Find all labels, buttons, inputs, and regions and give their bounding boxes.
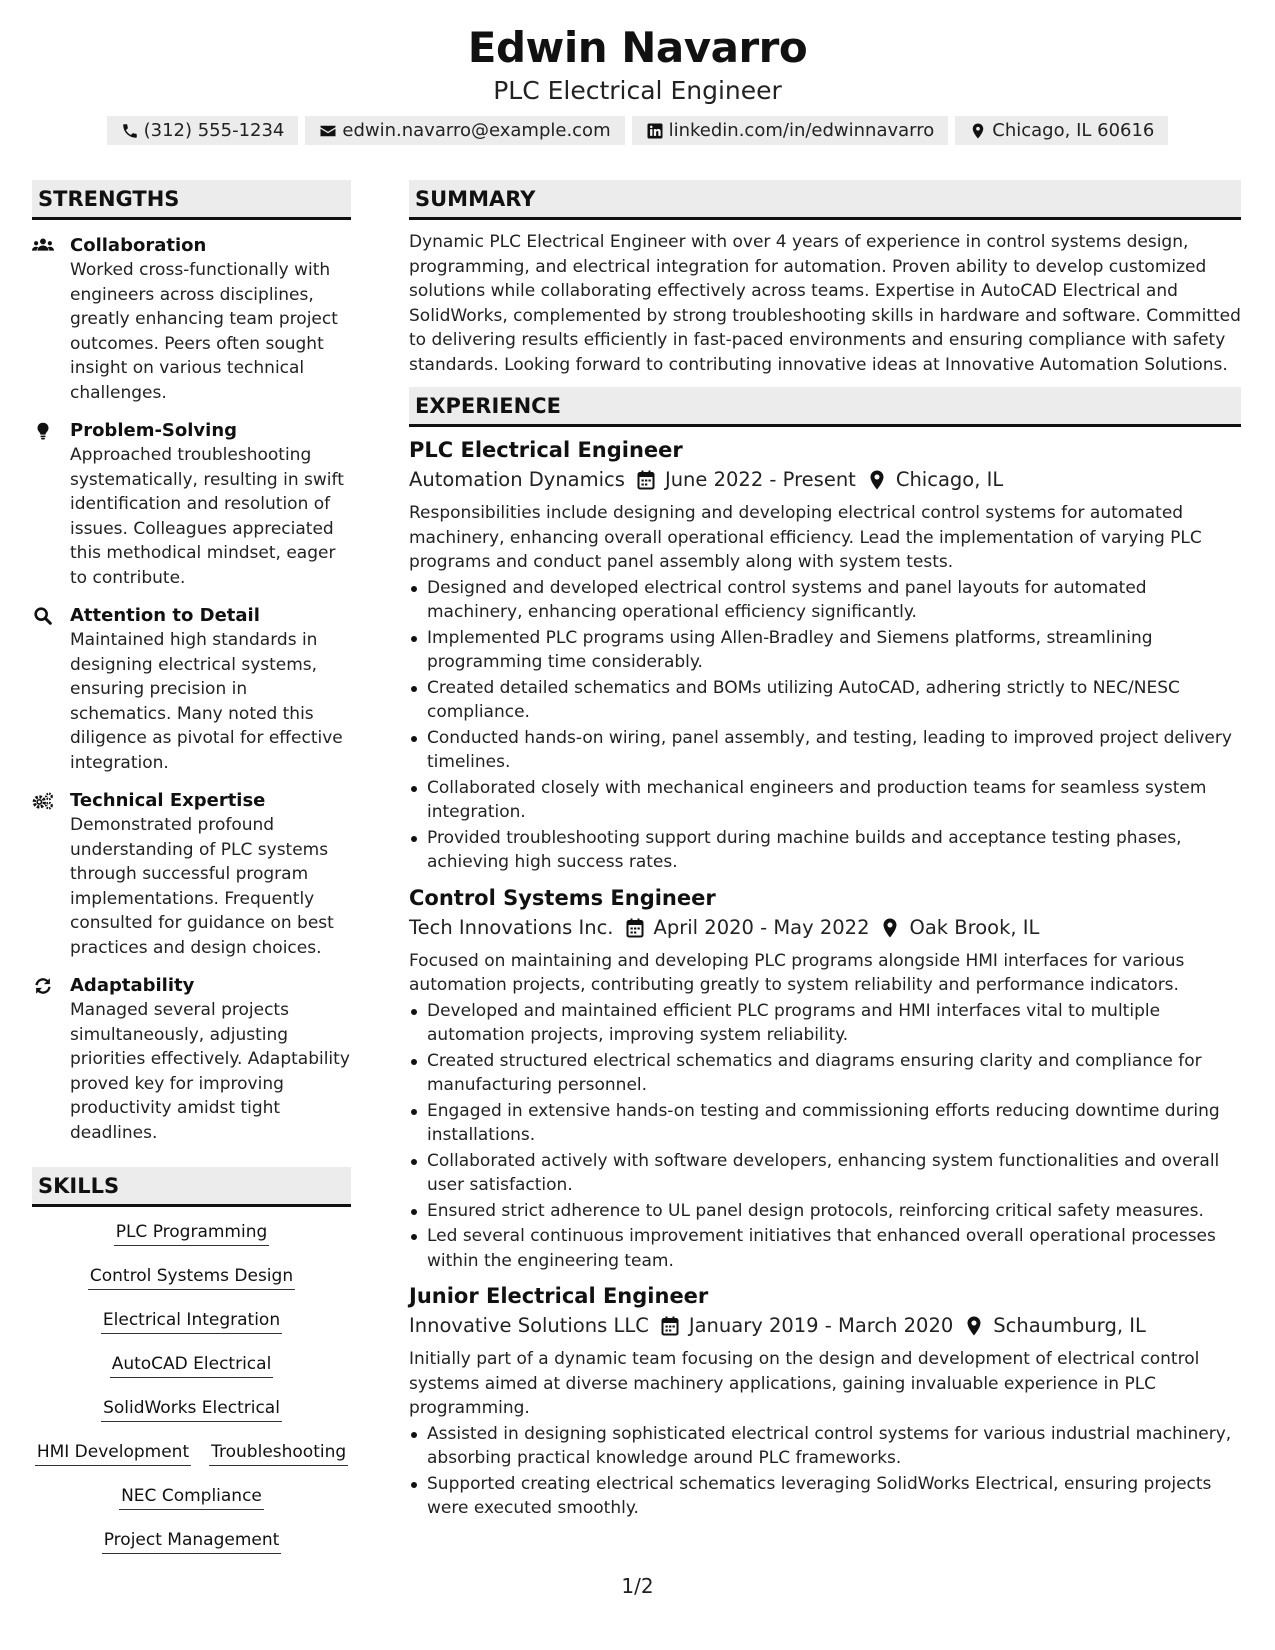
strength-title: Collaboration xyxy=(70,235,207,256)
refresh-icon xyxy=(32,976,54,996)
calendar-icon xyxy=(626,918,644,938)
list-item: Designed and developed electrical control systems and panel layouts for automated machinery, enhancing operational efficiency significantly. xyxy=(409,576,1241,625)
right-column xyxy=(409,180,1241,1522)
job-company: Tech Innovations Inc. xyxy=(409,915,614,939)
job-title: Control Systems Engineer xyxy=(409,885,716,910)
list-item: Provided troubleshooting support during machine builds and acceptance testing phases, achieving high success rates. xyxy=(409,826,1241,875)
contact-phone[interactable]: (312) 555-1234 xyxy=(107,116,299,145)
resume-header xyxy=(0,20,1275,145)
job-entry xyxy=(409,435,1241,875)
map-pin-icon xyxy=(969,122,987,140)
job-bullets xyxy=(409,1422,1241,1521)
job-dates: June 2022 - Present xyxy=(664,468,856,491)
job-location: Oak Brook, IL xyxy=(909,915,1040,939)
strength-desc: Approached troubleshooting systematically, resulting in swift identification and resolution of issues. Colleagues appreciated this methodical mindset, eager to contribute. xyxy=(70,445,344,588)
page-number: 1/2 xyxy=(621,1574,654,1598)
job-location: Chicago, IL xyxy=(895,468,1004,491)
skill-tag: PLC Programming xyxy=(114,1219,270,1246)
skill-tag: Project Management xyxy=(102,1527,282,1554)
strength-desc: Worked cross-functionally with engineers across disciplines, greatly enhancing team project outcomes. Peers often sought insight on various technical challenges. xyxy=(70,260,338,403)
envelope-icon xyxy=(319,122,337,140)
job-dates: April 2020 - May 2022 xyxy=(653,915,870,939)
contact-location[interactable]: Chicago, IL 60616 xyxy=(955,116,1168,145)
lightbulb-icon xyxy=(32,421,54,441)
strength-item xyxy=(32,604,351,775)
job-description: Initially part of a dynamic team focusing on the design and development of electrical control systems aimed at diverse machinery applications, gaining invaluable experience in PLC programming. xyxy=(409,1349,1200,1418)
skill-tag: SolidWorks Electrical xyxy=(101,1395,282,1422)
left-column xyxy=(32,180,351,1571)
job-description: Focused on maintaining and developing PLC programs alongside HMI interfaces for various automation projects, contributing greatly to system reliability and performance indicators. xyxy=(409,950,1185,995)
job-meta xyxy=(409,913,1241,943)
list-item: Assisted in designing sophisticated electrical control systems for various industrial machinery, absorbing practical knowledge around PLC frameworks. xyxy=(409,1422,1241,1471)
list-item: Created detailed schematics and BOMs utilizing AutoCAD, adhering strictly to NEC/NESC compliance. xyxy=(409,676,1241,725)
contact-email[interactable]: edwin.navarro@example.com xyxy=(305,116,624,145)
job-description: Responsibilities include designing and developing electrical control systems for automated machinery, enhancing overall operational efficiency. Lead the implementation of varying PLC programs and conduct panel assembly along with system tests. xyxy=(409,503,1202,572)
linkedin-icon xyxy=(646,122,664,140)
strengths-heading: STRENGTHS xyxy=(32,180,351,220)
skill-tag: AutoCAD Electrical xyxy=(110,1351,274,1378)
strength-desc: Demonstrated profound understanding of PLC systems through successful program implementations. Frequently consulted for guidance on best practices and design choices. xyxy=(70,815,334,958)
skill-tag: NEC Compliance xyxy=(119,1483,264,1510)
strength-title: Attention to Detail xyxy=(70,605,260,626)
strength-desc: Managed several projects simultaneously, adjusting priorities effectively. Adaptability proved key for improving productivity amidst tight deadlines. xyxy=(70,1000,350,1143)
list-item: Created structured electrical schematics and diagrams ensuring clarity and compliance for manufacturing personnel. xyxy=(409,1049,1241,1098)
search-icon xyxy=(32,606,54,626)
job-entry xyxy=(409,883,1241,1274)
skill-tag: HMI Development xyxy=(35,1439,191,1466)
list-item: Ensured strict adherence to UL panel design protocols, reinforcing critical safety measures. xyxy=(409,1199,1241,1224)
candidate-name: Edwin Navarro xyxy=(467,23,808,72)
strength-item xyxy=(32,419,351,590)
users-icon xyxy=(32,236,54,256)
phone-icon xyxy=(121,122,139,140)
list-item: Conducted hands-on wiring, panel assembly, and testing, leading to improved project delivery timelines. xyxy=(409,726,1241,775)
experience-heading: EXPERIENCE xyxy=(409,387,1241,427)
strength-desc: Maintained high standards in designing electrical systems, ensuring precision in schematics. Many noted this diligence as pivotal for effective integration. xyxy=(70,630,343,773)
job-meta xyxy=(409,1311,1241,1341)
map-pin-icon xyxy=(868,470,886,490)
list-item: Collaborated actively with software developers, enhancing system functionalities and overall user satisfaction. xyxy=(409,1149,1241,1198)
strength-title: Adaptability xyxy=(70,975,195,996)
job-location: Schaumburg, IL xyxy=(993,1314,1146,1337)
skills-list xyxy=(32,1219,351,1571)
job-entry xyxy=(409,1281,1241,1521)
strength-title: Problem-Solving xyxy=(70,420,238,441)
summary-heading: SUMMARY xyxy=(409,180,1241,220)
list-item: Developed and maintained efficient PLC programs and HMI interfaces vital to multiple automation projects, improving system reliability. xyxy=(409,999,1241,1048)
strength-item xyxy=(32,974,351,1145)
map-pin-icon xyxy=(881,918,899,938)
skill-tag: Electrical Integration xyxy=(101,1307,282,1334)
list-item: Collaborated closely with mechanical engineers and production teams for seamless system integration. xyxy=(409,776,1241,825)
list-item: Engaged in extensive hands-on testing and commissioning efforts reducing downtime during installations. xyxy=(409,1099,1241,1148)
map-pin-icon xyxy=(965,1316,983,1336)
list-item: Supported creating electrical schematics leveraging SolidWorks Electrical, ensuring projects were executed smoothly. xyxy=(409,1472,1241,1521)
job-dates: January 2019 - March 2020 xyxy=(688,1314,954,1337)
job-title: PLC Electrical Engineer xyxy=(409,438,683,462)
calendar-icon xyxy=(637,470,655,490)
contact-linkedin[interactable]: linkedin.com/in/edwinnavarro xyxy=(632,116,949,145)
summary-text: Dynamic PLC Electrical Engineer with over 4 years of experience in control systems design, programming, and electrical integration for automation. Proven ability to develop customized solutions while collaborating effectively across teams. Expertise in AutoCAD Electrical and SolidWorks, complemented by strong troubleshooting skills in hardware and software. Committed to delivering results efficiently in fast-paced environments and ensuring compliance with safety standards. Looking forward to contributing innovative ideas at Innovative Automation Solutions. xyxy=(409,232,1241,375)
list-item: Led several continuous improvement initiatives that enhanced overall operational processes within the engineering team. xyxy=(409,1224,1241,1273)
job-company: Automation Dynamics xyxy=(409,468,625,491)
strength-title: Technical Expertise xyxy=(70,790,266,811)
job-bullets xyxy=(409,999,1241,1274)
candidate-title: PLC Electrical Engineer xyxy=(493,76,782,105)
contact-bar xyxy=(0,116,1275,145)
list-item: Implemented PLC programs using Allen-Bradley and Siemens platforms, streamlining programming time considerably. xyxy=(409,626,1241,675)
job-bullets xyxy=(409,576,1241,875)
job-company: Innovative Solutions LLC xyxy=(409,1314,649,1337)
skill-tag: Control Systems Design xyxy=(88,1263,295,1290)
calendar-icon xyxy=(661,1316,679,1336)
job-meta xyxy=(409,465,1241,495)
job-title: Junior Electrical Engineer xyxy=(409,1284,709,1308)
gears-icon xyxy=(32,791,54,811)
strength-item xyxy=(32,789,351,960)
skills-heading: SKILLS xyxy=(32,1167,351,1207)
strength-item xyxy=(32,234,351,405)
skill-tag: Troubleshooting xyxy=(209,1439,348,1466)
